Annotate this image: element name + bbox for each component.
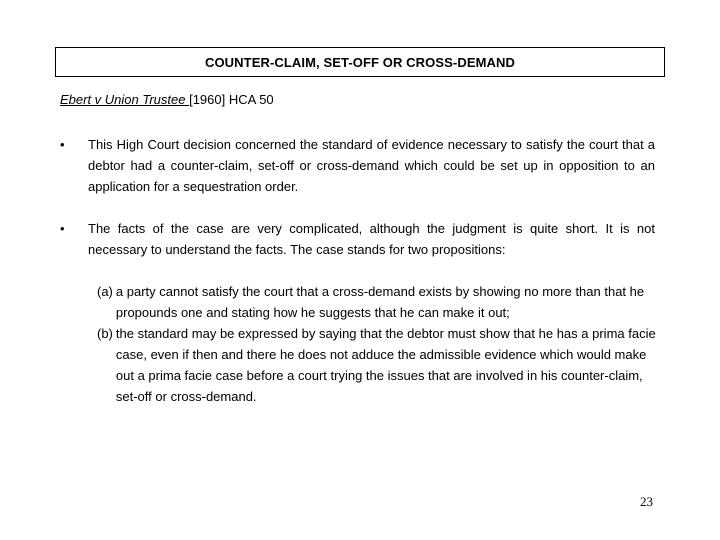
- case-citation: [1960] HCA 50: [189, 92, 274, 107]
- sub-item-label-b: (b): [97, 326, 113, 341]
- sub-item-text-a: a party cannot satisfy the court that a cross-demand exists by showing no more than that he propounds one and stating how he suggests that he can make it out;: [115, 284, 645, 320]
- page-number: 23: [640, 494, 653, 509]
- slide-title: COUNTER-CLAIM, SET-OFF OR CROSS-DEMAND: [204, 54, 515, 70]
- case-reference: [60, 92, 274, 108]
- sub-list: [97, 281, 662, 407]
- case-name: Ebert v Union Trustee: [60, 92, 190, 107]
- bullet-marker-2: •: [60, 221, 65, 236]
- slide-title-box: [55, 47, 665, 77]
- bullet-text-2: The facts of the case are very complicated, although the judgment is quite short. It is not necessary to understand the facts. The case stands for two propositions:: [88, 221, 655, 257]
- bullet-marker-1: •: [60, 137, 65, 152]
- bullet-item-1: [88, 134, 655, 197]
- sub-item-label-a: (a): [97, 284, 113, 299]
- sub-item-a: [97, 281, 662, 323]
- bullet-text-1: This High Court decision concerned the standard of evidence necessary to satisfy the court that a debtor had a counter-claim, set-off or cross-demand which could be set up in opposition to an application for a sequestration order.: [88, 137, 655, 194]
- bullet-item-2: [88, 218, 655, 260]
- sub-item-b: [97, 323, 662, 407]
- sub-item-text-b: the standard may be expressed by saying that the debtor must show that he has a prima facie case, even if then and there he does not adduce the admissible evidence which would make out a prima facie case before a court trying the issues that are involved in his counter-claim, set-off or cross-demand.: [115, 326, 656, 404]
